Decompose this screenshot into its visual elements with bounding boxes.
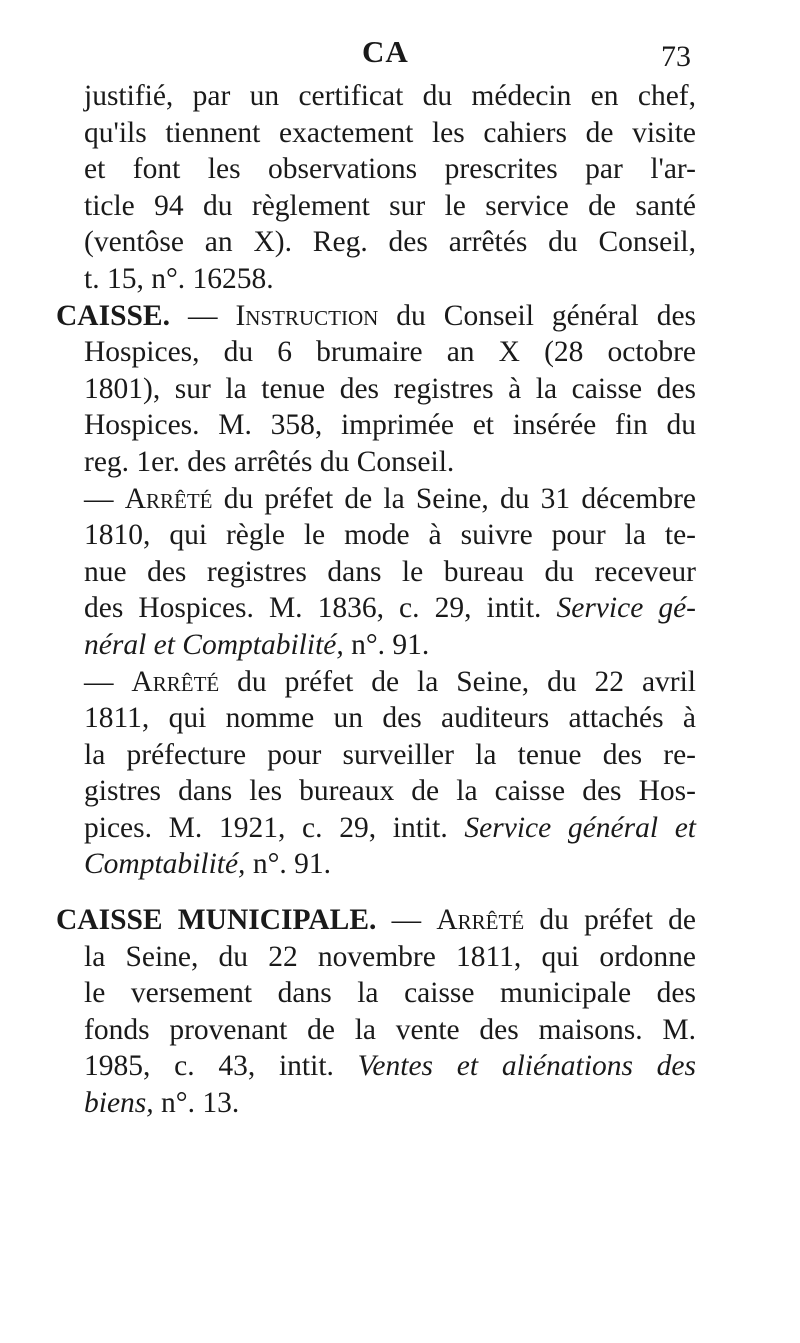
text-run: du préfet de la Seine, du 22 avril: [237, 665, 696, 698]
em-dash: —: [84, 665, 114, 698]
italic-title: Comptabilité,: [84, 848, 246, 881]
text-line: reg. 1er. des arrêtés du Conseil.: [84, 445, 455, 478]
text-line: [56, 1085, 696, 1122]
page-number: 73: [661, 40, 691, 73]
text-run: pices. M. 1921, c. 29, intit.: [84, 811, 448, 844]
text-line: qu'ils tiennent exactement les cahiers de visite: [84, 116, 696, 149]
entry-keyword: Arrêté: [131, 665, 220, 698]
text-line: (ventôse an X). Reg. des arrêtés du Conseil,: [84, 226, 696, 259]
text-line: justifié, par un certificat du médecin en chef,: [84, 80, 696, 112]
running-head: CA: [362, 34, 409, 69]
entry-heading: CAISSE.: [56, 299, 170, 332]
italic-title: biens,: [84, 1087, 154, 1120]
entry-first-line: [56, 298, 696, 335]
text-line: Hospices, du 6 brumaire an X (28 octobre: [84, 336, 696, 369]
text-line: 1810, qui règle le mode à suivre pour la te-: [84, 519, 696, 552]
italic-title: Ventes et aliénations des: [357, 1050, 696, 1083]
entry-caisse-municipale: [56, 902, 696, 1122]
text-run: du préfet de la Seine, du 31 décembre: [223, 482, 697, 515]
text-line: [84, 590, 696, 627]
text-line: le versement dans la caisse municipale des: [84, 977, 696, 1010]
text-line: gistres dans les bureaux de la caisse des Hos-: [84, 775, 696, 808]
italic-title: néral et Comptabilité,: [84, 628, 344, 661]
text-line: [56, 1048, 696, 1085]
text-line: et font les observations prescrites par l'ar-: [84, 153, 696, 186]
text-line: [84, 810, 696, 847]
text-run: du préfet de: [539, 904, 696, 937]
italic-title: Service général et: [464, 811, 696, 844]
text-line: [84, 627, 696, 664]
em-dash: —: [84, 482, 114, 515]
text-line: la Seine, du 22 novembre 1811, qui ordonne: [84, 940, 696, 973]
text-line: t. 15, n°. 16258.: [84, 262, 274, 295]
entry-first-line: [84, 481, 696, 518]
text-run: n°. 13.: [161, 1087, 240, 1120]
entry-keyword: Arrêté: [436, 904, 525, 937]
text-run: 1985, c. 43, intit.: [84, 1050, 334, 1083]
text-run: n°. 91.: [351, 628, 430, 661]
text-line: 1801), sur la tenue des registres à la caisse des: [84, 372, 696, 405]
entry-first-line: [56, 902, 696, 939]
text-run: des Hospices. M. 1836, c. 29, intit.: [84, 592, 542, 625]
text-line: [84, 846, 696, 883]
italic-title: Service gé-: [556, 592, 697, 625]
text-line: 1811, qui nomme un des auditeurs attachés à: [84, 702, 696, 735]
entry-caisse-arrete-1811: [84, 664, 696, 884]
text-line: nue des registres dans le bureau du receveur: [84, 555, 696, 588]
text-line: la préfecture pour surveiller la tenue des re-: [84, 738, 696, 771]
page-header: [0, 34, 800, 74]
entry-continuation: [84, 78, 696, 298]
entry-caisse-arrete-1810: [84, 481, 696, 664]
entry-spacer: [84, 883, 696, 902]
em-dash: —: [391, 904, 422, 937]
entry-keyword: Arrêté: [124, 482, 213, 515]
text-run: n°. 91.: [252, 848, 331, 881]
body-text: [56, 78, 697, 1122]
text-run: du Conseil général des: [396, 299, 697, 332]
entry-first-line: [84, 664, 696, 701]
text-line: Hospices. M. 358, imprimée et insérée fin du: [84, 409, 696, 442]
em-dash: —: [187, 299, 218, 332]
entry-caisse-instruction: [56, 298, 696, 481]
text-line: fonds provenant de la vente des maisons. M.: [84, 1013, 696, 1046]
entry-keyword: Instruction: [235, 299, 379, 332]
text-line: ticle 94 du règlement sur le service de santé: [84, 189, 696, 222]
entry-heading: CAISSE MUNICIPALE.: [56, 904, 377, 937]
